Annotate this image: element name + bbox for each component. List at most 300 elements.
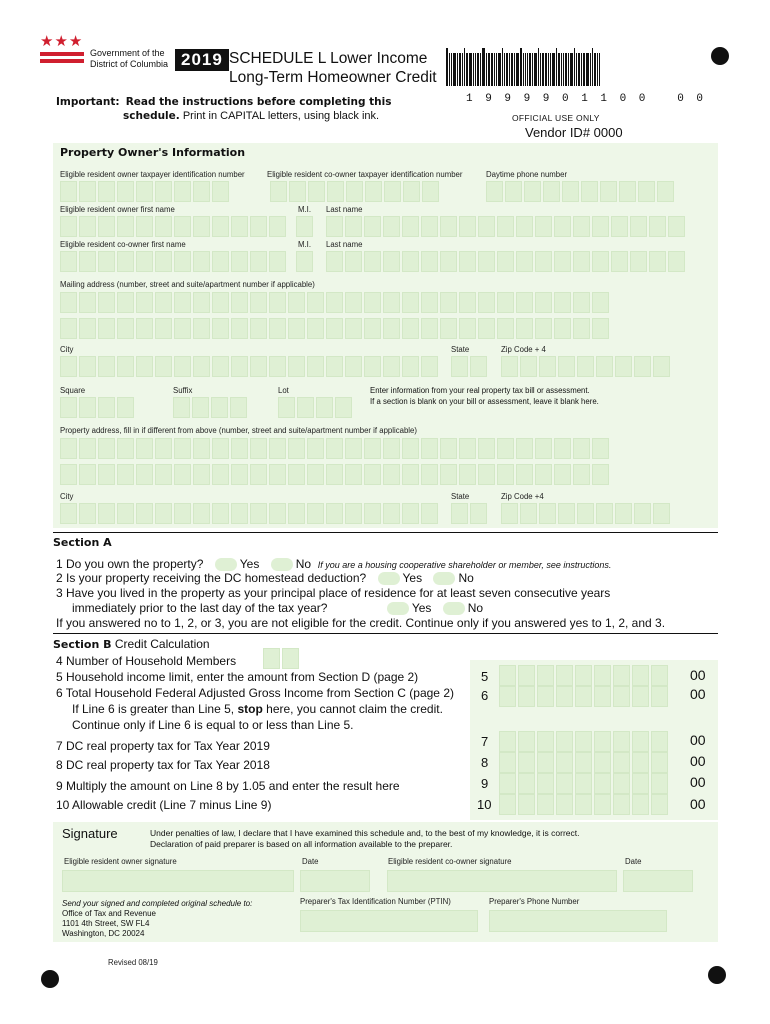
mailing-address-line2[interactable] <box>60 318 609 339</box>
char-box[interactable] <box>326 318 343 339</box>
char-box[interactable] <box>193 356 210 377</box>
char-box[interactable] <box>60 397 77 418</box>
char-box[interactable] <box>364 503 381 524</box>
char-box[interactable] <box>98 397 115 418</box>
char-box[interactable] <box>316 397 333 418</box>
char-box[interactable] <box>193 181 210 202</box>
char-box[interactable] <box>497 292 514 313</box>
char-box[interactable] <box>193 251 210 272</box>
coowner-first-field[interactable] <box>60 251 286 272</box>
char-box[interactable] <box>364 318 381 339</box>
preparer-phone-field[interactable] <box>489 910 667 932</box>
char-box[interactable] <box>117 464 134 485</box>
char-box[interactable] <box>537 773 554 794</box>
char-box[interactable] <box>250 503 267 524</box>
char-box[interactable] <box>230 397 247 418</box>
char-box[interactable] <box>535 292 552 313</box>
char-box[interactable] <box>326 356 343 377</box>
char-box[interactable] <box>270 181 287 202</box>
char-box[interactable] <box>308 181 325 202</box>
char-box[interactable] <box>478 438 495 459</box>
char-box[interactable] <box>98 292 115 313</box>
char-box[interactable] <box>79 397 96 418</box>
char-box[interactable] <box>269 292 286 313</box>
char-box[interactable] <box>651 686 668 707</box>
property-zip-field[interactable] <box>501 503 670 524</box>
char-box[interactable] <box>537 794 554 815</box>
char-box[interactable] <box>364 464 381 485</box>
char-box[interactable] <box>459 216 476 237</box>
char-box[interactable] <box>278 397 295 418</box>
char-box[interactable] <box>269 503 286 524</box>
char-box[interactable] <box>518 731 535 752</box>
char-box[interactable] <box>499 773 516 794</box>
char-box[interactable] <box>212 438 229 459</box>
char-box[interactable] <box>573 292 590 313</box>
char-box[interactable] <box>592 251 609 272</box>
char-box[interactable] <box>421 503 438 524</box>
char-box[interactable] <box>537 752 554 773</box>
char-box[interactable] <box>345 251 362 272</box>
char-box[interactable] <box>651 665 668 686</box>
char-box[interactable] <box>499 665 516 686</box>
line-10-amount[interactable] <box>499 794 668 815</box>
char-box[interactable] <box>345 318 362 339</box>
char-box[interactable] <box>98 181 115 202</box>
char-box[interactable] <box>250 464 267 485</box>
char-box[interactable] <box>615 503 632 524</box>
owner-last-field[interactable] <box>326 216 685 237</box>
char-box[interactable] <box>497 251 514 272</box>
char-box[interactable] <box>575 665 592 686</box>
char-box[interactable] <box>630 216 647 237</box>
char-box[interactable] <box>136 438 153 459</box>
char-box[interactable] <box>193 318 210 339</box>
char-box[interactable] <box>250 216 267 237</box>
char-box[interactable] <box>520 356 537 377</box>
char-box[interactable] <box>554 251 571 272</box>
char-box[interactable] <box>592 438 609 459</box>
char-box[interactable] <box>155 181 172 202</box>
char-box[interactable] <box>524 181 541 202</box>
char-box[interactable] <box>98 464 115 485</box>
property-address-line1[interactable] <box>60 438 609 459</box>
char-box[interactable] <box>537 686 554 707</box>
char-box[interactable] <box>288 318 305 339</box>
char-box[interactable] <box>60 356 77 377</box>
char-box[interactable] <box>632 686 649 707</box>
char-box[interactable] <box>575 731 592 752</box>
char-box[interactable] <box>497 318 514 339</box>
char-box[interactable] <box>231 356 248 377</box>
char-box[interactable] <box>402 292 419 313</box>
char-box[interactable] <box>556 794 573 815</box>
char-box[interactable] <box>155 464 172 485</box>
char-box[interactable] <box>518 665 535 686</box>
char-box[interactable] <box>518 773 535 794</box>
char-box[interactable] <box>117 356 134 377</box>
char-box[interactable] <box>497 464 514 485</box>
char-box[interactable] <box>79 216 96 237</box>
char-box[interactable] <box>136 216 153 237</box>
char-box[interactable] <box>174 503 191 524</box>
char-box[interactable] <box>573 251 590 272</box>
char-box[interactable] <box>592 464 609 485</box>
char-box[interactable] <box>60 464 77 485</box>
char-box[interactable] <box>649 216 666 237</box>
char-box[interactable] <box>212 464 229 485</box>
char-box[interactable] <box>364 438 381 459</box>
char-box[interactable] <box>79 438 96 459</box>
char-box[interactable] <box>155 438 172 459</box>
char-box[interactable] <box>296 251 313 272</box>
char-box[interactable] <box>478 464 495 485</box>
char-box[interactable] <box>554 216 571 237</box>
char-box[interactable] <box>250 438 267 459</box>
char-box[interactable] <box>269 251 286 272</box>
char-box[interactable] <box>136 464 153 485</box>
char-box[interactable] <box>421 251 438 272</box>
char-box[interactable] <box>155 251 172 272</box>
char-box[interactable] <box>421 356 438 377</box>
char-box[interactable] <box>79 181 96 202</box>
char-box[interactable] <box>497 438 514 459</box>
line-4-field[interactable] <box>263 648 299 669</box>
char-box[interactable] <box>345 216 362 237</box>
char-box[interactable] <box>98 318 115 339</box>
char-box[interactable] <box>613 686 630 707</box>
property-state-field[interactable] <box>451 503 487 524</box>
char-box[interactable] <box>516 292 533 313</box>
char-box[interactable] <box>383 356 400 377</box>
char-box[interactable] <box>577 503 594 524</box>
char-box[interactable] <box>592 318 609 339</box>
char-box[interactable] <box>174 356 191 377</box>
char-box[interactable] <box>250 318 267 339</box>
char-box[interactable] <box>383 318 400 339</box>
char-box[interactable] <box>402 356 419 377</box>
char-box[interactable] <box>79 356 96 377</box>
char-box[interactable] <box>518 752 535 773</box>
char-box[interactable] <box>554 438 571 459</box>
char-box[interactable] <box>155 503 172 524</box>
char-box[interactable] <box>596 356 613 377</box>
owner-tin-field[interactable] <box>60 181 229 202</box>
char-box[interactable] <box>421 438 438 459</box>
char-box[interactable] <box>594 731 611 752</box>
char-box[interactable] <box>60 438 77 459</box>
char-box[interactable] <box>383 438 400 459</box>
char-box[interactable] <box>501 356 518 377</box>
char-box[interactable] <box>562 181 579 202</box>
char-box[interactable] <box>345 438 362 459</box>
char-box[interactable] <box>499 731 516 752</box>
char-box[interactable] <box>365 181 382 202</box>
char-box[interactable] <box>422 181 439 202</box>
char-box[interactable] <box>520 503 537 524</box>
char-box[interactable] <box>516 464 533 485</box>
char-box[interactable] <box>326 292 343 313</box>
char-box[interactable] <box>383 251 400 272</box>
coowner-date-field[interactable] <box>623 870 693 892</box>
char-box[interactable] <box>155 356 172 377</box>
char-box[interactable] <box>402 251 419 272</box>
char-box[interactable] <box>98 503 115 524</box>
char-box[interactable] <box>619 181 636 202</box>
char-box[interactable] <box>537 731 554 752</box>
char-box[interactable] <box>364 216 381 237</box>
char-box[interactable] <box>117 438 134 459</box>
char-box[interactable] <box>594 752 611 773</box>
char-box[interactable] <box>421 216 438 237</box>
char-box[interactable] <box>383 292 400 313</box>
char-box[interactable] <box>155 318 172 339</box>
char-box[interactable] <box>117 251 134 272</box>
char-box[interactable] <box>98 216 115 237</box>
char-box[interactable] <box>499 686 516 707</box>
char-box[interactable] <box>174 318 191 339</box>
char-box[interactable] <box>558 356 575 377</box>
char-box[interactable] <box>155 216 172 237</box>
owner-date-field[interactable] <box>300 870 370 892</box>
char-box[interactable] <box>402 503 419 524</box>
char-box[interactable] <box>535 251 552 272</box>
char-box[interactable] <box>459 292 476 313</box>
char-box[interactable] <box>613 752 630 773</box>
char-box[interactable] <box>345 464 362 485</box>
char-box[interactable] <box>573 216 590 237</box>
char-box[interactable] <box>79 318 96 339</box>
mailing-address-line1[interactable] <box>60 292 609 313</box>
char-box[interactable] <box>289 181 306 202</box>
char-box[interactable] <box>231 503 248 524</box>
char-box[interactable] <box>421 464 438 485</box>
char-box[interactable] <box>632 752 649 773</box>
q1-no-radio[interactable] <box>271 558 293 571</box>
coowner-tin-field[interactable] <box>270 181 439 202</box>
char-box[interactable] <box>478 216 495 237</box>
char-box[interactable] <box>174 181 191 202</box>
char-box[interactable] <box>117 181 134 202</box>
char-box[interactable] <box>554 464 571 485</box>
char-box[interactable] <box>269 464 286 485</box>
char-box[interactable] <box>60 503 77 524</box>
char-box[interactable] <box>581 181 598 202</box>
char-box[interactable] <box>668 216 685 237</box>
char-box[interactable] <box>60 216 77 237</box>
char-box[interactable] <box>155 292 172 313</box>
char-box[interactable] <box>231 318 248 339</box>
char-box[interactable] <box>440 292 457 313</box>
coowner-last-field[interactable] <box>326 251 685 272</box>
char-box[interactable] <box>539 503 556 524</box>
char-box[interactable] <box>79 503 96 524</box>
char-box[interactable] <box>505 181 522 202</box>
char-box[interactable] <box>79 464 96 485</box>
char-box[interactable] <box>575 794 592 815</box>
char-box[interactable] <box>653 503 670 524</box>
char-box[interactable] <box>212 251 229 272</box>
char-box[interactable] <box>383 464 400 485</box>
char-box[interactable] <box>613 665 630 686</box>
char-box[interactable] <box>212 503 229 524</box>
char-box[interactable] <box>98 438 115 459</box>
char-box[interactable] <box>651 752 668 773</box>
char-box[interactable] <box>440 438 457 459</box>
char-box[interactable] <box>326 251 343 272</box>
char-box[interactable] <box>117 216 134 237</box>
char-box[interactable] <box>470 356 487 377</box>
char-box[interactable] <box>451 503 468 524</box>
lot-field[interactable] <box>278 397 352 418</box>
char-box[interactable] <box>174 251 191 272</box>
char-box[interactable] <box>402 318 419 339</box>
property-address-line2[interactable] <box>60 464 609 485</box>
char-box[interactable] <box>307 356 324 377</box>
char-box[interactable] <box>573 438 590 459</box>
char-box[interactable] <box>212 292 229 313</box>
char-box[interactable] <box>345 356 362 377</box>
char-box[interactable] <box>516 216 533 237</box>
char-box[interactable] <box>364 356 381 377</box>
char-box[interactable] <box>539 356 556 377</box>
char-box[interactable] <box>383 216 400 237</box>
char-box[interactable] <box>193 438 210 459</box>
line-6-amount[interactable] <box>499 686 668 707</box>
q3-no-radio[interactable] <box>443 602 465 615</box>
char-box[interactable] <box>212 216 229 237</box>
owner-mi-field[interactable] <box>296 216 313 237</box>
char-box[interactable] <box>594 686 611 707</box>
char-box[interactable] <box>634 356 651 377</box>
q3-yes-radio[interactable] <box>387 602 409 615</box>
char-box[interactable] <box>250 251 267 272</box>
q1-yes-radio[interactable] <box>215 558 237 571</box>
ptin-field[interactable] <box>300 910 478 932</box>
char-box[interactable] <box>211 397 228 418</box>
char-box[interactable] <box>288 356 305 377</box>
char-box[interactable] <box>383 503 400 524</box>
char-box[interactable] <box>459 251 476 272</box>
char-box[interactable] <box>651 794 668 815</box>
char-box[interactable] <box>269 356 286 377</box>
char-box[interactable] <box>632 794 649 815</box>
char-box[interactable] <box>518 686 535 707</box>
char-box[interactable] <box>60 251 77 272</box>
char-box[interactable] <box>60 318 77 339</box>
char-box[interactable] <box>136 292 153 313</box>
char-box[interactable] <box>326 216 343 237</box>
line-8-amount[interactable] <box>499 752 668 773</box>
q2-no-radio[interactable] <box>433 572 455 585</box>
city-field[interactable] <box>60 356 438 377</box>
char-box[interactable] <box>459 438 476 459</box>
char-box[interactable] <box>326 464 343 485</box>
char-box[interactable] <box>497 216 514 237</box>
char-box[interactable] <box>212 181 229 202</box>
char-box[interactable] <box>327 181 344 202</box>
char-box[interactable] <box>326 438 343 459</box>
char-box[interactable] <box>478 251 495 272</box>
char-box[interactable] <box>364 292 381 313</box>
char-box[interactable] <box>288 292 305 313</box>
char-box[interactable] <box>345 503 362 524</box>
char-box[interactable] <box>535 438 552 459</box>
char-box[interactable] <box>307 292 324 313</box>
char-box[interactable] <box>288 503 305 524</box>
char-box[interactable] <box>421 292 438 313</box>
square-field[interactable] <box>60 397 134 418</box>
char-box[interactable] <box>501 503 518 524</box>
char-box[interactable] <box>638 181 655 202</box>
char-box[interactable] <box>307 318 324 339</box>
char-box[interactable] <box>668 251 685 272</box>
suffix-field[interactable] <box>173 397 247 418</box>
char-box[interactable] <box>402 464 419 485</box>
line-7-amount[interactable] <box>499 731 668 752</box>
char-box[interactable] <box>421 318 438 339</box>
char-box[interactable] <box>459 464 476 485</box>
char-box[interactable] <box>193 464 210 485</box>
char-box[interactable] <box>402 438 419 459</box>
char-box[interactable] <box>231 438 248 459</box>
char-box[interactable] <box>554 292 571 313</box>
char-box[interactable] <box>459 318 476 339</box>
char-box[interactable] <box>543 181 560 202</box>
char-box[interactable] <box>535 318 552 339</box>
line-9-amount[interactable] <box>499 773 668 794</box>
char-box[interactable] <box>573 464 590 485</box>
char-box[interactable] <box>592 292 609 313</box>
zip-field[interactable] <box>501 356 670 377</box>
char-box[interactable] <box>600 181 617 202</box>
char-box[interactable] <box>651 731 668 752</box>
char-box[interactable] <box>575 752 592 773</box>
char-box[interactable] <box>174 438 191 459</box>
char-box[interactable] <box>575 773 592 794</box>
coowner-mi-field[interactable] <box>296 251 313 272</box>
char-box[interactable] <box>117 318 134 339</box>
char-box[interactable] <box>117 397 134 418</box>
char-box[interactable] <box>537 665 554 686</box>
char-box[interactable] <box>575 686 592 707</box>
char-box[interactable] <box>346 181 363 202</box>
char-box[interactable] <box>440 318 457 339</box>
char-box[interactable] <box>174 464 191 485</box>
char-box[interactable] <box>326 503 343 524</box>
char-box[interactable] <box>518 794 535 815</box>
char-box[interactable] <box>556 686 573 707</box>
char-box[interactable] <box>231 251 248 272</box>
char-box[interactable] <box>611 216 628 237</box>
char-box[interactable] <box>231 464 248 485</box>
coowner-signature-field[interactable] <box>387 870 617 892</box>
char-box[interactable] <box>516 251 533 272</box>
char-box[interactable] <box>577 356 594 377</box>
char-box[interactable] <box>307 503 324 524</box>
char-box[interactable] <box>630 251 647 272</box>
char-box[interactable] <box>440 216 457 237</box>
char-box[interactable] <box>136 318 153 339</box>
char-box[interactable] <box>136 181 153 202</box>
char-box[interactable] <box>556 773 573 794</box>
char-box[interactable] <box>594 794 611 815</box>
char-box[interactable] <box>193 503 210 524</box>
char-box[interactable] <box>594 665 611 686</box>
char-box[interactable] <box>297 397 314 418</box>
char-box[interactable] <box>269 216 286 237</box>
char-box[interactable] <box>193 216 210 237</box>
